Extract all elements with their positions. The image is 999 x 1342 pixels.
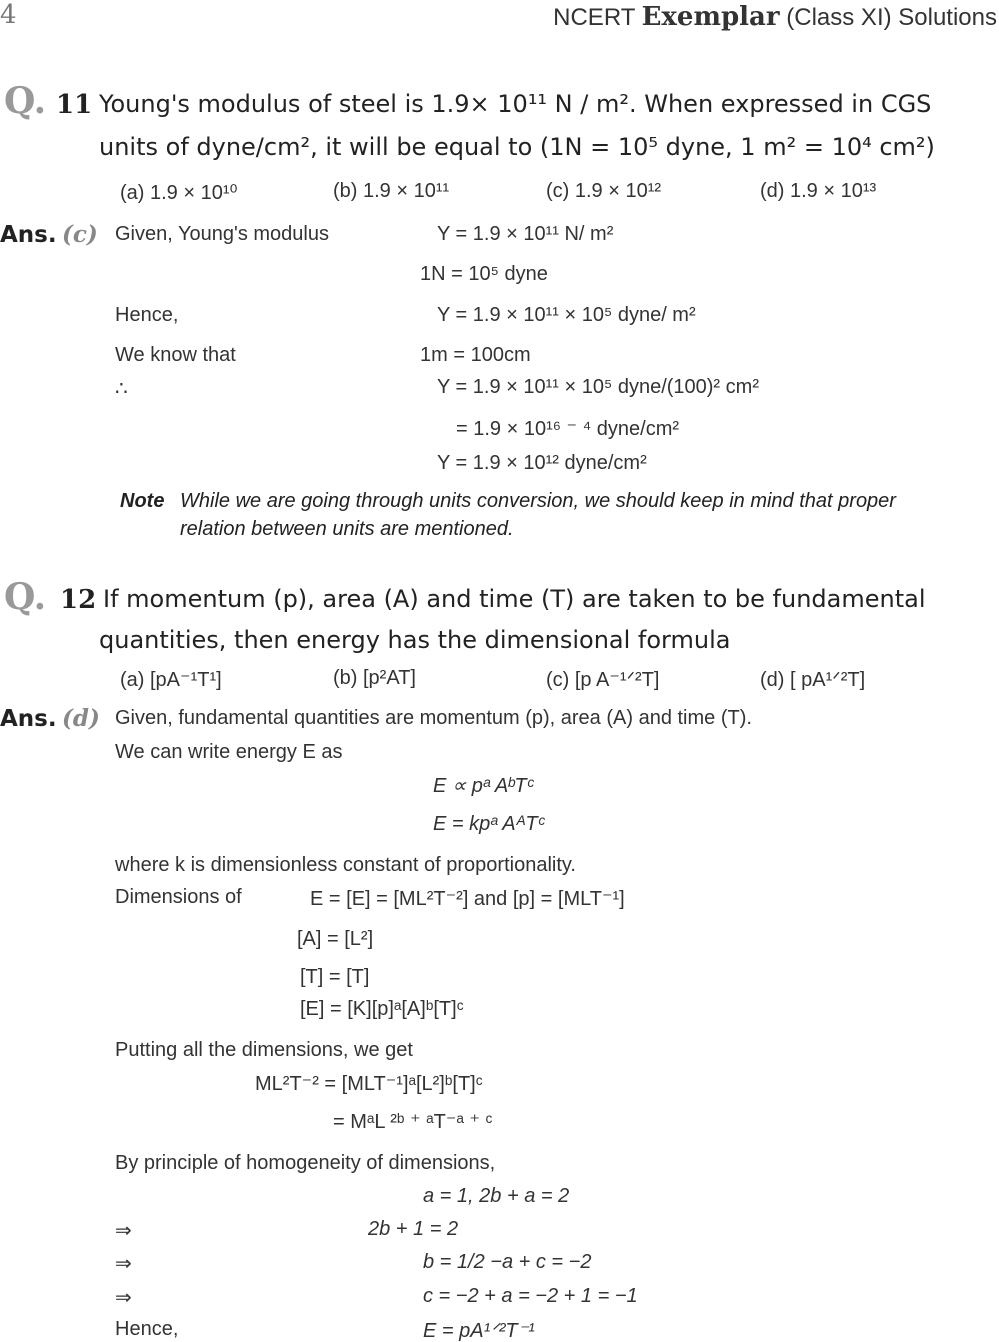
equation: = 1.9 × 10¹⁶ ⁻ ⁴ dyne/cm²	[456, 418, 680, 440]
answer-label: Ans.	[0, 222, 57, 248]
equation: Y = 1.9 × 10¹¹ N/ m²	[437, 223, 614, 245]
page-number: 4	[0, 0, 17, 30]
question-text: quantities, then energy has the dimensional formula	[99, 626, 731, 654]
equation: 1m = 100cm	[420, 344, 531, 366]
option-d: (d) 1.9 × 10¹³	[760, 180, 877, 202]
equation: = MᵃL ²ᵇ ⁺ ᵃT⁻ᵃ ⁺ ᶜ	[333, 1111, 493, 1133]
equation: E = pA¹ᐟ²T⁻¹	[423, 1320, 535, 1342]
solution-text: Given, Young's modulus	[115, 223, 329, 245]
question-mark: Q.	[4, 576, 47, 618]
question-number: 11	[56, 90, 93, 120]
header-bold: Exemplar	[641, 2, 780, 32]
equation: Y = 1.9 × 10¹² dyne/cm²	[437, 452, 647, 474]
option-b: (b) 1.9 × 10¹¹	[333, 180, 450, 202]
option-d: (d) [ pA¹ᐟ²T]	[760, 669, 866, 691]
solution-text: We know that	[115, 344, 236, 366]
solution-text: Hence,	[115, 304, 179, 326]
equation: a = 1, 2b + a = 2	[423, 1185, 570, 1207]
equation: Y = 1.9 × 10¹¹ × 10⁵ dyne/ m²	[437, 304, 696, 326]
option-a: (a) 1.9 × 10¹⁰	[120, 182, 238, 204]
implies-symbol: ⇒	[115, 1253, 132, 1275]
equation: [A] = [L²]	[297, 928, 374, 950]
header-prefix: NCERT	[553, 4, 642, 31]
solution-text: Putting all the dimensions, we get	[115, 1039, 413, 1061]
solution-text: By principle of homogeneity of dimensions,	[115, 1152, 496, 1174]
note-label: Note	[120, 490, 165, 512]
solution-text: Dimensions of	[115, 886, 242, 908]
equation: [T] = [T]	[300, 966, 370, 988]
option-b: (b) [p²AT]	[333, 667, 416, 689]
equation: 1N = 10⁵ dyne	[420, 263, 548, 285]
answer-letter: (c)	[62, 221, 98, 248]
equation: c = −2 + a = −2 + 1 = −1	[423, 1285, 638, 1307]
question-text: If momentum (p), area (A) and time (T) are taken to be fundamental	[103, 585, 926, 613]
note-text: relation between units are mentioned.	[180, 518, 514, 540]
option-c: (c) 1.9 × 10¹²	[546, 180, 662, 202]
equation: E = [E] = [ML²T⁻²] and [p] = [MLT⁻¹]	[310, 888, 625, 910]
question-number: 12	[60, 585, 97, 615]
equation: [E] = [K][p]ᵃ[A]ᵇ[T]ᶜ	[300, 998, 464, 1020]
option-a: (a) [pA⁻¹T¹]	[120, 669, 222, 691]
implies-symbol: ⇒	[115, 1287, 132, 1309]
solution-text: We can write energy E as	[115, 741, 343, 763]
equation: E = kpᵃ AᴬTᶜ	[433, 813, 545, 835]
equation: ML²T⁻² = [MLT⁻¹]ᵃ[L²]ᵇ[T]ᶜ	[255, 1073, 483, 1095]
solution-text: where k is dimensionless constant of proportionality.	[115, 854, 576, 876]
question-text: Young's modulus of steel is 1.9× 10¹¹ N / m². When expressed in CGS	[99, 90, 932, 118]
solution-text: Given, fundamental quantities are momentum (p), area (A) and time (T).	[115, 707, 752, 729]
equation: E ∝ pᵃ AᵇTᶜ	[433, 775, 534, 797]
equation: 2b + 1 = 2	[368, 1218, 459, 1240]
equation: b = 1/2 −a + c = −2	[423, 1251, 592, 1273]
note-text: While we are going through units conversion, we should keep in mind that proper	[180, 490, 896, 512]
question-mark: Q.	[4, 80, 47, 122]
option-c: (c) [p A⁻¹ᐟ²T]	[546, 669, 660, 691]
header-suffix: (Class XI) Solutions	[779, 4, 997, 31]
running-header	[553, 2, 997, 32]
implies-symbol: ⇒	[115, 1220, 132, 1242]
equation: Y = 1.9 × 10¹¹ × 10⁵ dyne/(100)² cm²	[437, 376, 759, 398]
therefore-symbol: ∴	[115, 378, 128, 400]
question-text: units of dyne/cm², it will be equal to (1N = 10⁵ dyne, 1 m² = 10⁴ cm²)	[99, 133, 935, 161]
solution-text: Hence,	[115, 1318, 179, 1340]
answer-letter: (d)	[62, 705, 100, 732]
answer-label: Ans.	[0, 706, 57, 732]
